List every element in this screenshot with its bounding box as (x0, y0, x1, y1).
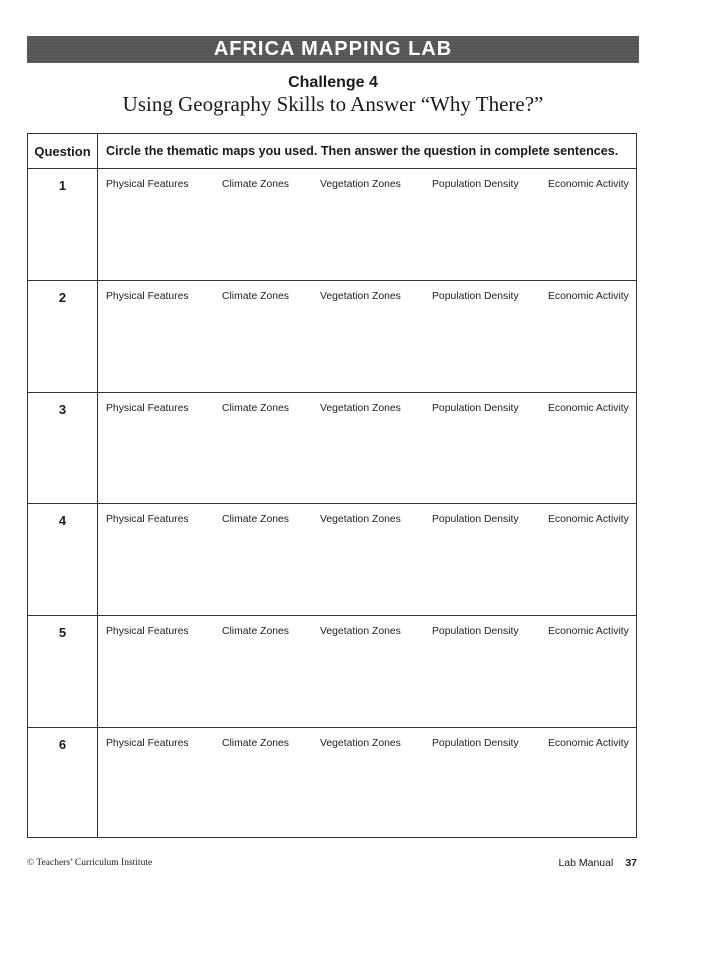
challenge-heading: Challenge 4 (288, 74, 378, 91)
option-economic-activity[interactable]: Economic Activity (548, 179, 629, 190)
option-physical-features[interactable]: Physical Features (106, 514, 189, 525)
option-economic-activity[interactable]: Economic Activity (548, 738, 629, 749)
worksheet-table (27, 133, 637, 838)
option-economic-activity[interactable]: Economic Activity (548, 514, 629, 525)
copyright-notice: © Teachers’ Curriculum Institute (27, 858, 153, 868)
option-economic-activity[interactable]: Economic Activity (548, 403, 629, 414)
option-physical-features[interactable]: Physical Features (106, 738, 189, 749)
option-economic-activity[interactable]: Economic Activity (548, 626, 629, 637)
question-row-1 (28, 168, 636, 281)
option-climate-zones[interactable]: Climate Zones (222, 291, 289, 302)
option-climate-zones[interactable]: Climate Zones (222, 626, 289, 637)
question-number: 6 (58, 737, 67, 752)
question-number: 1 (58, 178, 67, 193)
option-population-density[interactable]: Population Density (432, 514, 519, 525)
option-vegetation-zones[interactable]: Vegetation Zones (320, 738, 401, 749)
question-number: 3 (58, 402, 67, 417)
banner-title: AFRICA MAPPING LAB (213, 38, 453, 60)
manual-label: Lab Manual (558, 857, 614, 869)
option-climate-zones[interactable]: Climate Zones (222, 403, 289, 414)
page-footer (558, 857, 637, 869)
page-subtitle: Using Geography Skills to Answer “Why There?” (122, 92, 544, 116)
option-physical-features[interactable]: Physical Features (106, 291, 189, 302)
option-climate-zones[interactable]: Climate Zones (222, 738, 289, 749)
option-population-density[interactable]: Population Density (432, 291, 519, 302)
option-vegetation-zones[interactable]: Vegetation Zones (320, 626, 401, 637)
option-population-density[interactable]: Population Density (432, 738, 519, 749)
option-physical-features[interactable]: Physical Features (106, 179, 189, 190)
option-vegetation-zones[interactable]: Vegetation Zones (320, 403, 401, 414)
question-row-5 (28, 615, 636, 728)
page-number: 37 (625, 857, 637, 869)
option-climate-zones[interactable]: Climate Zones (222, 514, 289, 525)
table-header (28, 134, 636, 169)
option-population-density[interactable]: Population Density (432, 403, 519, 414)
option-vegetation-zones[interactable]: Vegetation Zones (320, 514, 401, 525)
instructions-header: Circle the thematic maps you used. Then answer the question in complete sentences. (106, 144, 619, 158)
option-physical-features[interactable]: Physical Features (106, 626, 189, 637)
question-number: 2 (58, 290, 67, 305)
question-number: 5 (58, 625, 67, 640)
question-column-header: Question (34, 143, 91, 159)
question-row-3 (28, 392, 636, 504)
option-climate-zones[interactable]: Climate Zones (222, 179, 289, 190)
question-row-4 (28, 503, 636, 616)
question-number: 4 (58, 513, 67, 528)
option-vegetation-zones[interactable]: Vegetation Zones (320, 179, 401, 190)
title-banner (27, 36, 639, 63)
option-economic-activity[interactable]: Economic Activity (548, 291, 629, 302)
option-vegetation-zones[interactable]: Vegetation Zones (320, 291, 401, 302)
option-population-density[interactable]: Population Density (432, 626, 519, 637)
option-population-density[interactable]: Population Density (432, 179, 519, 190)
question-row-2 (28, 280, 636, 393)
option-physical-features[interactable]: Physical Features (106, 403, 189, 414)
question-row-6 (28, 727, 636, 837)
